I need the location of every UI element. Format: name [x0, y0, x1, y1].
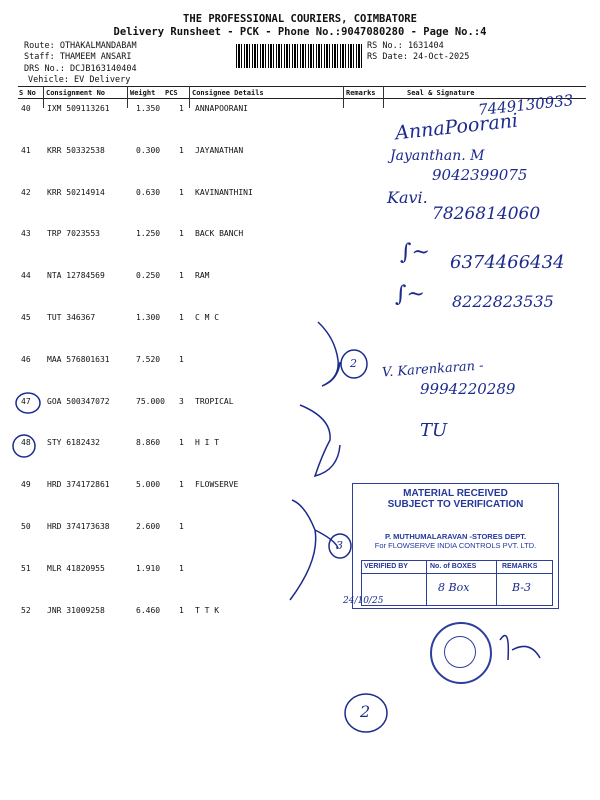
bottom-circle-label: 2 [360, 702, 371, 721]
row-consignment: IXM 509113261 [47, 104, 110, 113]
row-weight: 0.300 [136, 145, 161, 155]
col-consignee: Consignee Details [192, 89, 264, 97]
row-consignee: ANNAPOORANI [195, 104, 248, 113]
stamp-divider [426, 561, 427, 605]
row-pcs: 1 [179, 605, 184, 615]
row-pcs: 1 [179, 480, 184, 490]
stamp-date: 24/10/25 [343, 596, 384, 606]
row-pcs: 3 [179, 396, 184, 406]
row-sno: 48 [21, 438, 31, 448]
signature-jayanthan: Jayanthan. M [390, 148, 485, 164]
row-consignment: KRR 50332538 [47, 145, 105, 155]
col-remarks: Remarks [346, 89, 376, 97]
row-consignment: TUT 346367 [47, 313, 96, 322]
row-pcs: 1 [179, 187, 184, 197]
row-weight: 2.600 [136, 522, 161, 531]
stamp-grid [361, 560, 553, 606]
row-pcs: 1 [179, 229, 184, 239]
row-sno: 47 [21, 396, 31, 406]
stamp-boxes-value: 8 Box [438, 581, 470, 594]
stamp-line2: SUBJECT TO VERIFICATION [387, 499, 524, 510]
signature-row48: TU [420, 420, 448, 441]
signature-scribble-row43: ∫~ [400, 240, 430, 265]
phone-row40: 7449130933 [477, 91, 575, 119]
row-consignment: STY 6182432 [47, 438, 100, 448]
row-consignee: RAM [195, 271, 210, 281]
row-consignment: HRD 374173638 [47, 522, 110, 531]
row-sno: 49 [21, 480, 31, 490]
row-sno: 44 [21, 271, 31, 281]
col-consignment: Consignment No [46, 89, 106, 97]
circle-row48 [13, 435, 35, 457]
row-consignee: BACK BANCH [195, 229, 244, 239]
row-consignee: TROPICAL [195, 396, 234, 406]
phone-row44: 8222823535 [452, 292, 554, 311]
row-sno: 41 [21, 145, 31, 155]
row-weight: 75.000 [136, 396, 165, 406]
stamp-verified-by: VERIFIED BY [364, 563, 408, 570]
col-weight: Weight [130, 89, 156, 97]
row-consignment: JNR 31009258 [47, 605, 105, 615]
row-consignment: MAA 576801631 [47, 354, 110, 364]
receiver-name-row46: V. Karenkaran - [381, 358, 485, 381]
row-weight: 8.860 [136, 438, 161, 448]
row-consignment: NTA 12784569 [47, 271, 105, 281]
row-sno: 52 [21, 605, 31, 615]
row-consignment: KRR 50214914 [47, 187, 105, 197]
row-sno: 50 [21, 522, 31, 531]
stamp-remarks-value: B-3 [512, 581, 532, 594]
company-seal [430, 622, 492, 684]
stamp-line3: P. MUTHUMALARAVAN -STORES DEPT. [384, 532, 527, 541]
circle-3-label: 3 [336, 539, 343, 552]
rs-number: RS No.: 1631404 [367, 41, 444, 51]
row-pcs: 1 [179, 438, 184, 448]
company-title: THE PROFESSIONAL COURIERS, COIMBATORE [183, 13, 417, 25]
material-received-stamp [352, 483, 559, 609]
row-sno: 42 [21, 187, 31, 197]
row-consignee: C M C [195, 313, 220, 322]
row-consignment: HRD 374172861 [47, 480, 110, 490]
row-weight: 0.250 [136, 271, 161, 281]
row-pcs: 1 [179, 313, 184, 322]
bracket-row49-52 [290, 500, 338, 600]
stamp-line4: For FLOWSERVE INDIA CONTROLS PVT. LTD. [374, 541, 537, 550]
col-seal-signature: Seal & Signature [407, 89, 475, 97]
row-consignee: KAVINANTHINI [195, 187, 253, 197]
phone-row41: 9042399075 [432, 166, 528, 184]
row-pcs: 1 [179, 104, 184, 113]
row-sno: 51 [21, 563, 31, 573]
row-weight: 1.910 [136, 563, 161, 573]
row-pcs: 1 [179, 354, 184, 364]
row-pcs: 1 [179, 522, 184, 531]
row-consignee: FLOWSERVE [195, 480, 239, 490]
staff-label: Staff: THAMEEM ANSARI [24, 52, 132, 62]
stamp-no-of-boxes: No. of BOXES [430, 563, 477, 570]
row-pcs: 1 [179, 563, 184, 573]
row-weight: 0.630 [136, 187, 161, 197]
row-sno: 46 [21, 354, 31, 364]
row-consignment: GOA 500347072 [47, 396, 110, 406]
signature-kavi: Kavi. [387, 188, 428, 207]
row-weight: 7.520 [136, 354, 161, 364]
row-sno: 43 [21, 229, 31, 239]
row-consignee: JAYANATHAN [195, 145, 244, 155]
row-consignment: TRP 7023553 [47, 229, 100, 239]
row-sno: 45 [21, 313, 31, 322]
phone-row43: 6374466434 [450, 252, 565, 273]
row-weight: 1.300 [136, 313, 161, 322]
route-label: Route: OTHAKALMANDABAM [24, 41, 137, 51]
col-pcs: PCS [165, 89, 178, 97]
row-weight: 1.250 [136, 229, 161, 239]
row-consignee: H I T [195, 438, 220, 448]
circle-2-label: 2 [350, 357, 357, 370]
runsheet-subtitle: Delivery Runsheet - PCK - Phone No.:9047080280 - Page No.:4 [113, 26, 487, 38]
row-weight: 1.350 [136, 104, 161, 113]
bracket-row47-48 [300, 405, 340, 476]
row-weight: 6.460 [136, 605, 161, 615]
stamp-remarks: REMARKS [502, 563, 538, 570]
stamp-divider [362, 573, 552, 574]
col-sno: S No [19, 89, 36, 97]
signature-scribble-row44: ∫~ [395, 282, 425, 307]
signature-annapoorani: AnnaPoorani [394, 109, 519, 145]
phone-row46: 9994220289 [420, 380, 516, 398]
stamp-line1: MATERIAL RECEIVED [403, 488, 508, 499]
circle-row47 [16, 393, 40, 413]
drs-label: DRS No.: DCJB163140404 [24, 64, 137, 74]
row-pcs: 1 [179, 145, 184, 155]
row-pcs: 1 [179, 271, 184, 281]
row-consignee: T T K [195, 605, 220, 615]
phone-row42: 7826814060 [432, 204, 541, 224]
rs-date: RS Date: 24-Oct-2025 [367, 52, 470, 62]
row-consignment: MLR 41820955 [47, 563, 105, 573]
row-weight: 5.000 [136, 480, 161, 490]
signature-scribble-bottom [500, 636, 540, 661]
vehicle-label: Vehicle: EV Delivery [28, 75, 131, 85]
stamp-divider [496, 561, 497, 605]
bracket-row45-46 [318, 322, 340, 386]
row-sno: 40 [21, 104, 31, 113]
